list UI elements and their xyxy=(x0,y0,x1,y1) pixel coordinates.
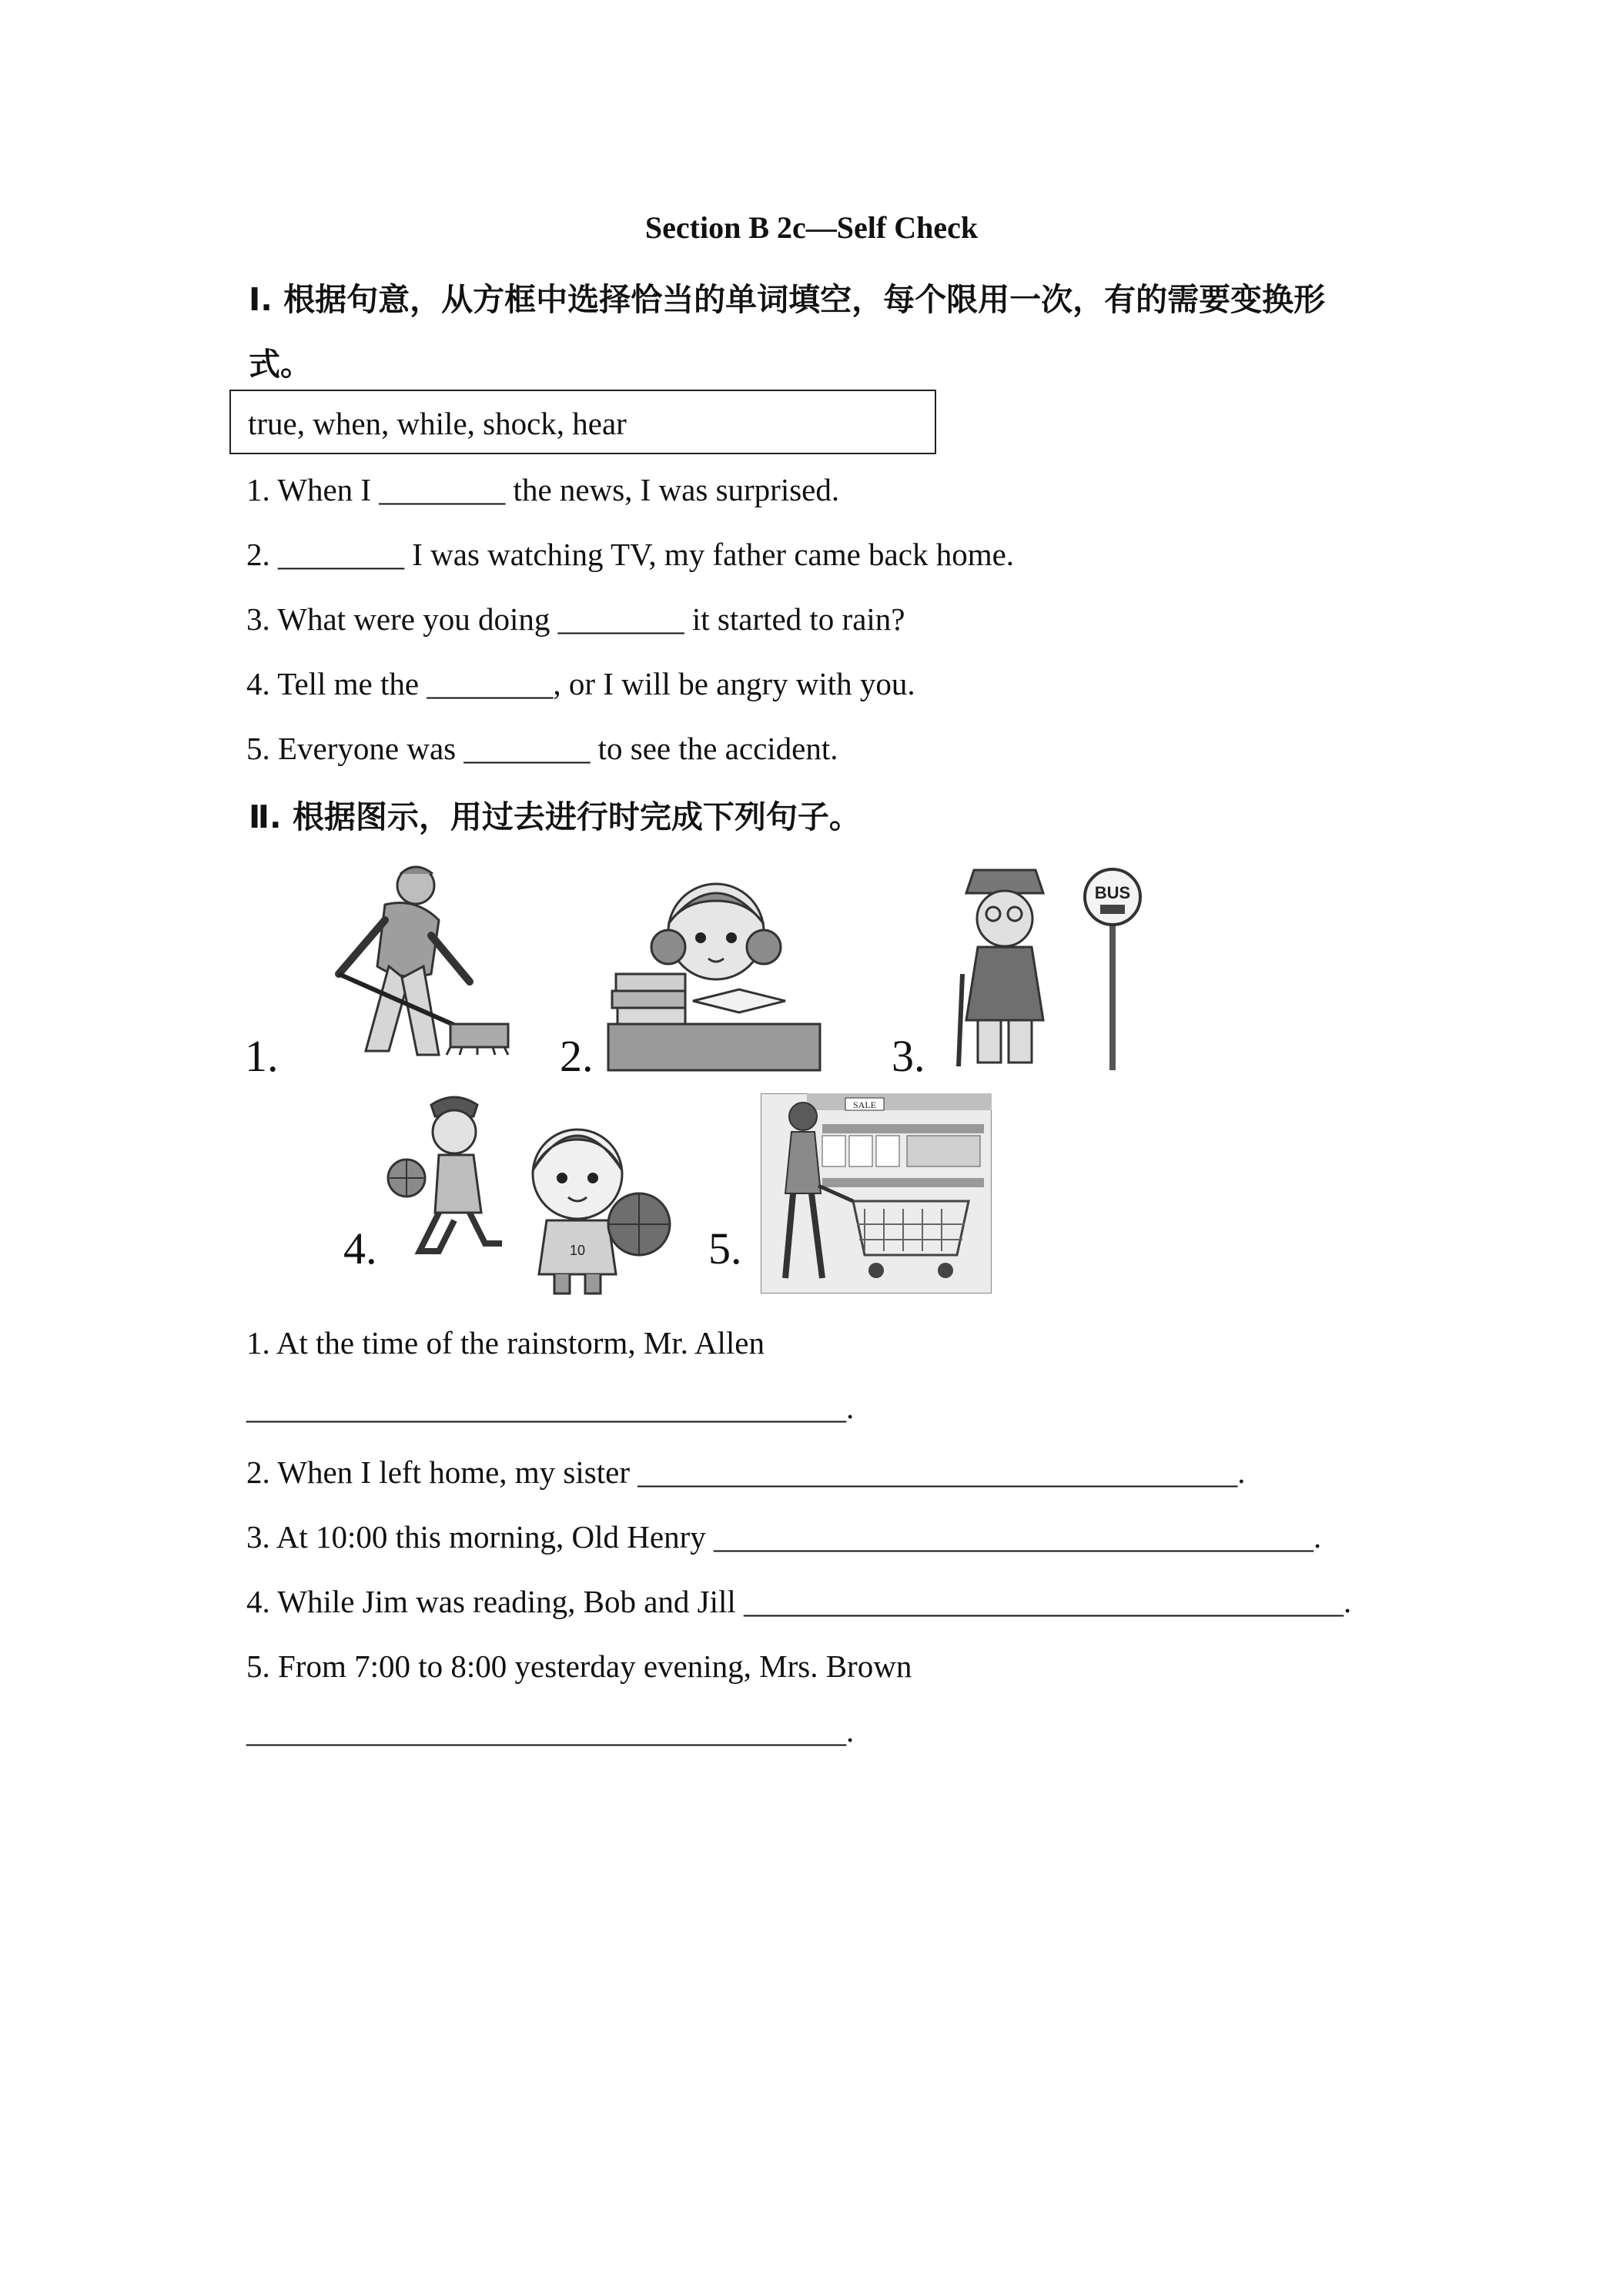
part1-item-4: 4. Tell me the ________, or I will be angry with you. xyxy=(246,666,915,701)
bus-sign-text: BUS xyxy=(1094,883,1131,902)
picture-label-5: 5. xyxy=(708,1223,742,1274)
page-title: Section B 2c—Self Check xyxy=(644,210,979,245)
mopping-man-illustration xyxy=(293,858,516,1074)
part2-heading: Ⅱ. 根据图示，用过去进行时完成下列句子。 xyxy=(249,798,861,835)
word-box xyxy=(229,390,936,454)
old-man-bus-stop-illustration xyxy=(935,858,1143,1074)
word-box-words: true, when, while, shock, hear xyxy=(248,406,627,441)
picture-label-2: 2. xyxy=(560,1031,594,1081)
part2-item-5: 5. From 7:00 to 8:00 yesterday evening, Mrs. Brown xyxy=(246,1648,912,1684)
part2-item-5-blank: ______________________________________. xyxy=(246,1713,855,1749)
woman-shopping-illustration xyxy=(761,1093,992,1294)
sale-sign-text: SALE xyxy=(853,1099,876,1110)
girl-reading-illustration xyxy=(601,870,824,1074)
part2-item-1: 1. At the time of the rainstorm, Mr. Allen xyxy=(246,1325,765,1361)
picture-label-4: 4. xyxy=(343,1223,377,1274)
part1-heading-cont: 式。 xyxy=(249,346,312,383)
part1-item-5: 5. Everyone was ________ to see the accident. xyxy=(246,731,838,766)
part1-item-2: 2. ________ I was watching TV, my father came back home. xyxy=(246,537,1015,572)
part1-item-1: 1. When I ________ the news, I was surprised. xyxy=(246,472,840,507)
picture-label-3: 3. xyxy=(892,1031,925,1081)
part2-item-1-blank: ______________________________________. xyxy=(246,1390,855,1425)
part2-item-3: 3. At 10:00 this morning, Old Henry ______________________________________. xyxy=(246,1519,1322,1555)
part1-heading: Ⅰ. 根据句意，从方框中选择恰当的单词填空，每个限用一次，有的需要变换形 xyxy=(249,281,1326,318)
part2-item-4: 4. While Jim was reading, Bob and Jill ______________________________________. xyxy=(246,1584,1352,1619)
picture-label-1: 1. xyxy=(245,1031,279,1081)
part2-item-2: 2. When I left home, my sister ______________________________________. xyxy=(246,1454,1246,1490)
basketball-kids-illustration xyxy=(385,1089,678,1297)
jersey-number: 10 xyxy=(569,1243,586,1258)
part1-item-3: 3. What were you doing ________ it started to rain? xyxy=(246,601,905,637)
